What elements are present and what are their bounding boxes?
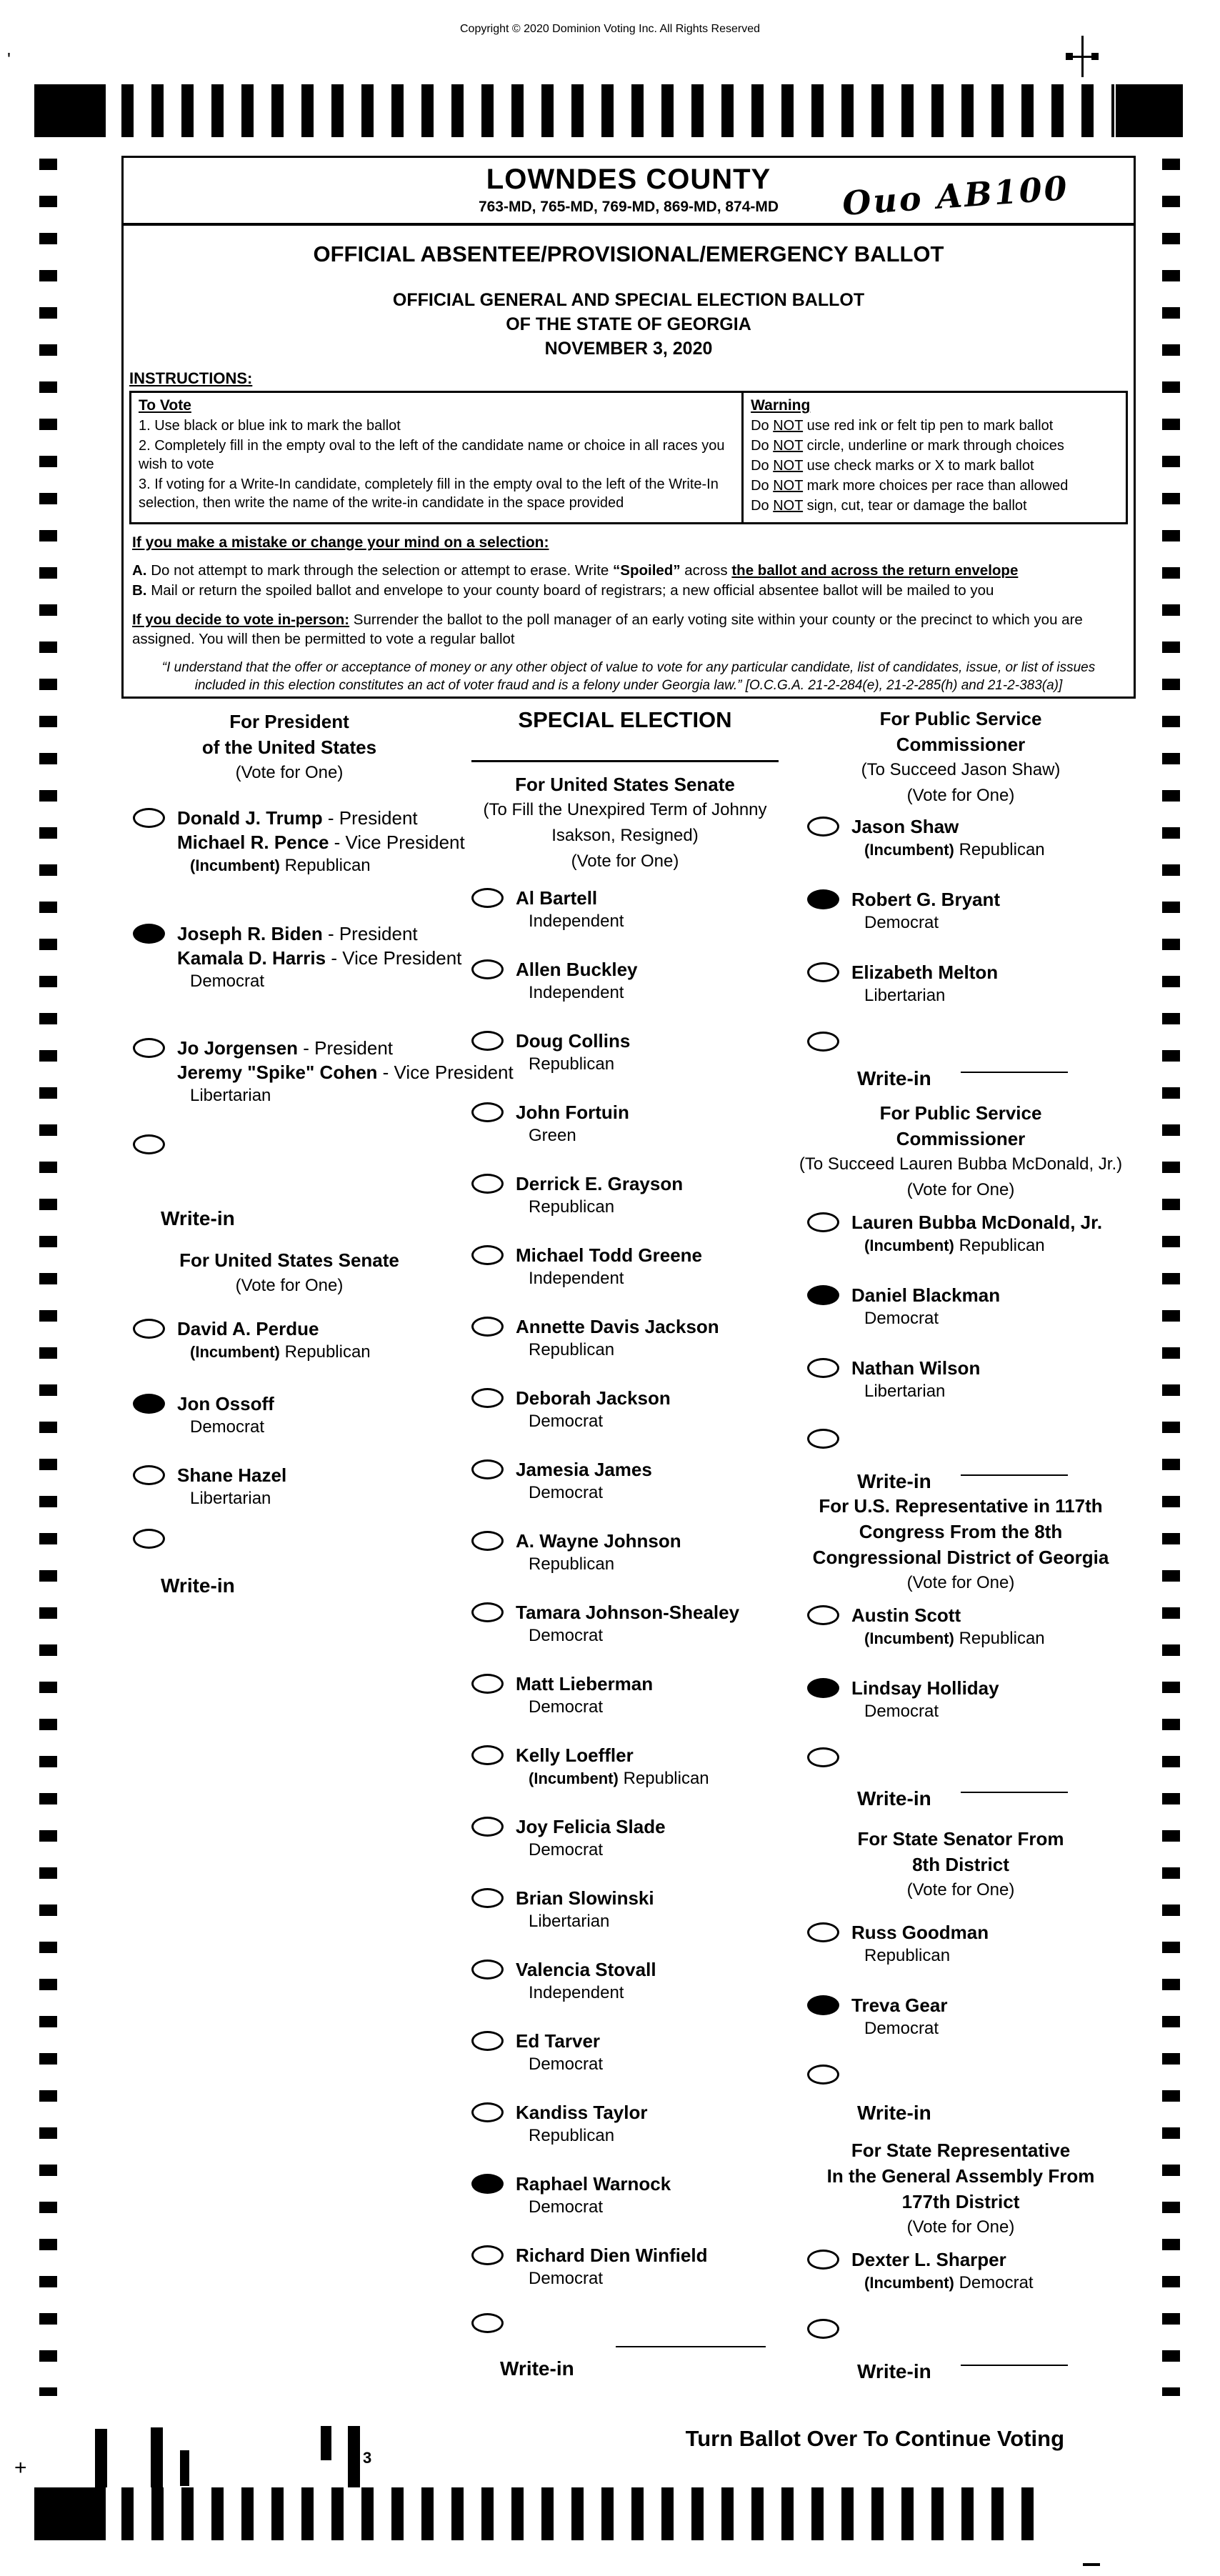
oval-stovall[interactable] xyxy=(471,1960,504,1980)
oval-bartell[interactable] xyxy=(471,888,504,908)
scan-artifact-bar xyxy=(151,2427,163,2490)
to-vote-panel xyxy=(131,393,741,522)
to-vote-heading: To Vote xyxy=(139,397,191,414)
candidate-slade: Joy Felicia Slade Democrat xyxy=(516,1814,816,1862)
oval-sharper[interactable] xyxy=(807,2250,839,2270)
oval-goodman[interactable] xyxy=(807,1922,839,1942)
oval-president-write-in[interactable] xyxy=(133,1134,165,1154)
candidate-name: Donald J. Trump - President xyxy=(177,807,418,829)
election-date: NOVEMBER 3, 2020 xyxy=(544,339,713,359)
race-header-us-rep: For U.S. Representative in 117th Congress From the 8th Congressional District of Georgia (Vote for One) xyxy=(812,1495,1109,1592)
candidate-running-mate: Michael R. Pence - Vice President xyxy=(177,832,465,853)
candidate-trump-pence xyxy=(177,806,477,877)
candidate-shaw: Jason Shaw (Incumbent) Republican xyxy=(851,814,1151,862)
oval-gear[interactable] xyxy=(807,1995,839,2015)
write-in-label: Write-in xyxy=(857,1470,931,1492)
warning-item: Do NOT use red ink or felt tip pen to mark ballot xyxy=(751,418,1054,434)
county-section xyxy=(124,158,1134,226)
candidate-scott: Austin Scott (Incumbent) Republican xyxy=(851,1603,1151,1650)
special-election-title: SPECIAL ELECTION xyxy=(518,707,732,732)
special-election-rule xyxy=(471,760,779,762)
oval-bryant[interactable] xyxy=(807,889,839,909)
oval-james[interactable] xyxy=(471,1459,504,1479)
write-in-label: Write-in xyxy=(500,2357,574,2380)
oval-perdue[interactable] xyxy=(133,1319,165,1339)
to-vote-item: 1. Use black or blue ink to mark the ballot xyxy=(139,418,401,434)
candidate-sharper: Dexter L. Sharper (Incumbent) Democrat xyxy=(851,2247,1151,2295)
oval-fortuin[interactable] xyxy=(471,1102,504,1122)
scan-artifact-bar xyxy=(95,2429,107,2487)
oval-slade[interactable] xyxy=(471,1817,504,1837)
candidate-wilson: Nathan Wilson Libertarian xyxy=(851,1356,1151,1403)
timing-band-bottom xyxy=(121,2487,1041,2540)
oval-wilson[interactable] xyxy=(807,1358,839,1378)
race-header-psc1: For Public Service Commissioner (To Succeed Jason Shaw) (Vote for One) xyxy=(861,708,1061,805)
timing-block-bottom-left xyxy=(34,2487,106,2540)
candidate-lieberman: Matt Lieberman Democrat xyxy=(516,1672,816,1719)
candidate-running-mate: Jeremy "Spike" Cohen - Vice President xyxy=(177,1062,514,1083)
oval-psc1-write-in[interactable] xyxy=(807,1032,839,1052)
to-vote-item: 2. Completely fill in the empty oval to the left of the candidate name or choice in all races you wish to vote xyxy=(139,438,725,473)
candidate-mcdonald: Lauren Bubba McDonald, Jr. (Incumbent) Republican xyxy=(851,1210,1151,1257)
candidate-party: (Incumbent) Republican xyxy=(190,1342,371,1362)
oval-grayson[interactable] xyxy=(471,1174,504,1194)
scan-artifact-bar xyxy=(180,2450,189,2486)
oval-us-rep-write-in[interactable] xyxy=(807,1747,839,1767)
state-line: OF THE STATE OF GEORGIA xyxy=(506,314,751,334)
timing-marks-right xyxy=(1162,159,1180,2396)
candidate-bartell: Al Bartell Independent xyxy=(516,886,816,933)
oval-jorgensen-cohen[interactable] xyxy=(133,1038,165,1058)
candidate-name: Jo Jorgensen - President xyxy=(177,1037,394,1059)
candidate-blackman: Daniel Blackman Democrat xyxy=(851,1283,1151,1330)
scan-artifact-dash xyxy=(1083,2563,1100,2566)
candidate-annette-jackson: Annette Davis Jackson Republican xyxy=(516,1314,816,1362)
candidate-slowinski: Brian Slowinski Libertarian xyxy=(516,1886,816,1933)
write-in-label: Write-in xyxy=(161,1207,235,1229)
scan-artifact-tick: ' xyxy=(7,49,11,70)
oval-warnock[interactable] xyxy=(471,2174,504,2194)
race-header-state-senator: For State Senator From 8th District (Vote for One) xyxy=(857,1828,1064,1899)
candidate-ossoff xyxy=(177,1392,477,1439)
candidate-stovall: Valencia Stovall Independent xyxy=(516,1957,816,2005)
write-in-label: Write-in xyxy=(857,2102,931,2124)
oval-slowinski[interactable] xyxy=(471,1888,504,1908)
oval-state-senator-write-in[interactable] xyxy=(807,2065,839,2085)
registration-mark-icon xyxy=(1066,36,1099,77)
scan-artifact-bar xyxy=(348,2426,360,2489)
candidate-goodman: Russ Goodman Republican xyxy=(851,1920,1151,1967)
candidate-party: Libertarian xyxy=(190,1489,271,1508)
in-person-note: If you decide to vote in-person: Surrender the ballot to the poll manager of an early voting site within your county or the precinct to which you are assigned. You will then be permitted to vote a regular ballot xyxy=(132,611,1083,647)
oval-deborah-jackson[interactable] xyxy=(471,1388,504,1408)
mistake-line-a: A. Do not attempt to mark through the selection or attempt to erase. Write “Spoiled” across the ballot and across the return envelope xyxy=(132,561,1019,579)
candidate-hazel xyxy=(177,1463,477,1510)
candidate-loeffler: Kelly Loeffler (Incumbent) Republican xyxy=(516,1743,816,1790)
turn-ballot-over-note: Turn Ballot Over To Continue Voting xyxy=(685,2426,1064,2451)
candidate-name: Joseph R. Biden - President xyxy=(177,923,418,944)
candidate-party: Democrat xyxy=(190,1417,265,1437)
candidate-greene: Michael Todd Greene Independent xyxy=(516,1243,816,1290)
scan-artifact-plus: + xyxy=(14,2456,27,2480)
candidate-party: (Incumbent) Republican xyxy=(190,856,371,875)
oval-blackman[interactable] xyxy=(807,1285,839,1305)
candidate-johnson-shealey: Tamara Johnson-Shealey Democrat xyxy=(516,1600,816,1647)
oval-shaw[interactable] xyxy=(807,817,839,837)
race-header-us-senate: For United States Senate (Vote for One) xyxy=(179,1249,399,1295)
mistake-section xyxy=(124,524,1134,694)
oval-hazel[interactable] xyxy=(133,1465,165,1485)
oval-senate-special-write-in[interactable] xyxy=(471,2313,504,2333)
candidate-gear: Treva Gear Democrat xyxy=(851,1993,1151,2040)
oval-melton[interactable] xyxy=(807,962,839,982)
oval-senate-write-in[interactable] xyxy=(133,1529,165,1549)
oval-wayne-johnson[interactable] xyxy=(471,1531,504,1551)
candidate-holliday: Lindsay Holliday Democrat xyxy=(851,1676,1151,1723)
candidate-fortuin: John Fortuin Green xyxy=(516,1100,816,1147)
candidate-name: David A. Perdue xyxy=(177,1318,319,1339)
scan-artifact-three: 3 xyxy=(363,2449,372,2467)
oval-holliday[interactable] xyxy=(807,1678,839,1698)
warning-heading: Warning xyxy=(751,397,811,414)
handwritten-annotation: Ouo AB100 xyxy=(841,168,1071,224)
ballot-header-box xyxy=(121,156,1136,699)
candidate-melton: Elizabeth Melton Libertarian xyxy=(851,960,1151,1007)
instructions-label: INSTRUCTIONS: xyxy=(129,369,253,387)
warning-panel xyxy=(741,393,1126,522)
to-vote-item: 3. If voting for a Write-In candidate, completely fill in the empty oval to the left of the Write-In selection, then write the name of the write-in candidate in the space provided xyxy=(139,476,719,511)
warning-item: Do NOT sign, cut, tear or damage the ballot xyxy=(751,498,1027,514)
district-list: 763-MD, 765-MD, 769-MD, 869-MD, 874-MD xyxy=(478,199,779,215)
legal-notice: “I understand that the offer or acceptance of money or any other object of value to vote for any particular candidate, list of candidates, issue, or list of issues included in this election constitutes an act of voter fraud and is a felony under Georgia law.” [O.C.G.A. 21-2-284(e), 21-2-285(h) and 21-2-383(a)] xyxy=(161,660,1096,694)
write-in-label: Write-in xyxy=(161,1574,235,1597)
oval-winfield[interactable] xyxy=(471,2245,504,2265)
oval-taylor[interactable] xyxy=(471,2102,504,2122)
write-in-label: Write-in xyxy=(857,2360,931,2382)
mistake-line-b: B. Mail or return the spoiled ballot and envelope to your county board of registrars; a new official absentee ballot will be mailed to you xyxy=(132,582,994,599)
oval-johnson-shealey[interactable] xyxy=(471,1602,504,1622)
write-in-line[interactable] xyxy=(961,1072,1068,1073)
race-header-senate-special: For United States Senate (To Fill the Unexpired Term of Johnny Isakson, Resigned) (Vote for One) xyxy=(483,774,767,871)
candidate-perdue xyxy=(177,1317,477,1364)
scan-artifact-bar xyxy=(321,2426,331,2460)
candidate-party: Libertarian xyxy=(190,1086,271,1105)
election-title: OFFICIAL GENERAL AND SPECIAL ELECTION BALLOT xyxy=(392,290,865,310)
mistake-heading: If you make a mistake or change your mind on a selection: xyxy=(132,534,549,551)
candidate-running-mate: Kamala D. Harris - Vice President xyxy=(177,947,462,969)
oval-trump-pence[interactable] xyxy=(133,808,165,828)
candidate-winfield: Richard Dien Winfield Democrat xyxy=(516,2243,816,2290)
candidate-name: Shane Hazel xyxy=(177,1464,287,1486)
oval-buckley[interactable] xyxy=(471,959,504,979)
oval-ossoff[interactable] xyxy=(133,1394,165,1414)
race-header-state-rep: For State Representative In the General Assembly From 177th District (Vote for One) xyxy=(826,2140,1095,2237)
oval-psc2-write-in[interactable] xyxy=(807,1429,839,1449)
oval-loeffler[interactable] xyxy=(471,1745,504,1765)
oval-annette-jackson[interactable] xyxy=(471,1317,504,1337)
candidate-party: Democrat xyxy=(190,972,265,991)
write-in-label: Write-in xyxy=(857,1067,931,1089)
instructions-box xyxy=(129,391,1128,524)
oval-lieberman[interactable] xyxy=(471,1674,504,1694)
oval-biden-harris[interactable] xyxy=(133,924,165,944)
candidate-wayne-johnson: A. Wayne Johnson Republican xyxy=(516,1529,816,1576)
oval-mcdonald[interactable] xyxy=(807,1212,839,1232)
candidate-collins: Doug Collins Republican xyxy=(516,1029,816,1076)
ballot-type-title: OFFICIAL ABSENTEE/PROVISIONAL/EMERGENCY BALLOT xyxy=(313,241,944,266)
write-in-line[interactable] xyxy=(616,2346,766,2347)
copyright-line: Copyright © 2020 Dominion Voting Inc. All Rights Reserved xyxy=(459,23,760,35)
race-header-psc2: For Public Service Commissioner (To Succeed Lauren Bubba McDonald, Jr.) (Vote for One) xyxy=(799,1102,1123,1199)
candidate-deborah-jackson: Deborah Jackson Democrat xyxy=(516,1386,816,1433)
write-in-label: Write-in xyxy=(857,1787,931,1809)
timing-marks-left xyxy=(39,159,57,2396)
oval-scott[interactable] xyxy=(807,1605,839,1625)
timing-block-top-right xyxy=(1116,84,1183,137)
candidate-jorgensen-cohen xyxy=(177,1036,514,1107)
warning-item: Do NOT circle, underline or mark through choices xyxy=(751,438,1064,454)
candidate-taylor: Kandiss Taylor Republican xyxy=(516,2100,816,2147)
oval-tarver[interactable] xyxy=(471,2031,504,2051)
candidate-grayson: Derrick E. Grayson Republican xyxy=(516,1172,816,1219)
write-in-line[interactable] xyxy=(961,1792,1068,1793)
candidate-buckley: Allen Buckley Independent xyxy=(516,957,816,1004)
oval-collins[interactable] xyxy=(471,1031,504,1051)
candidate-bryant: Robert G. Bryant Democrat xyxy=(851,887,1151,934)
oval-state-rep-write-in[interactable] xyxy=(807,2319,839,2339)
timing-block-top-left xyxy=(34,84,106,137)
candidate-biden-harris xyxy=(177,922,477,993)
warning-item: Do NOT use check marks or X to mark ballot xyxy=(751,458,1034,474)
timing-band-top xyxy=(121,84,1114,137)
write-in-line[interactable] xyxy=(961,2365,1068,2366)
oval-greene[interactable] xyxy=(471,1245,504,1265)
candidate-name: Jon Ossoff xyxy=(177,1393,274,1414)
warning-item: Do NOT mark more choices per race than allowed xyxy=(751,478,1069,494)
candidate-warnock: Raphael Warnock Democrat xyxy=(516,2172,816,2219)
race-header-president: For President of the United States (Vote for One) xyxy=(201,711,377,782)
candidate-james: Jamesia James Democrat xyxy=(516,1457,816,1504)
county-title: LOWNDES COUNTY xyxy=(486,164,771,195)
write-in-line[interactable] xyxy=(961,1474,1068,1476)
candidate-tarver: Ed Tarver Democrat xyxy=(516,2029,816,2076)
